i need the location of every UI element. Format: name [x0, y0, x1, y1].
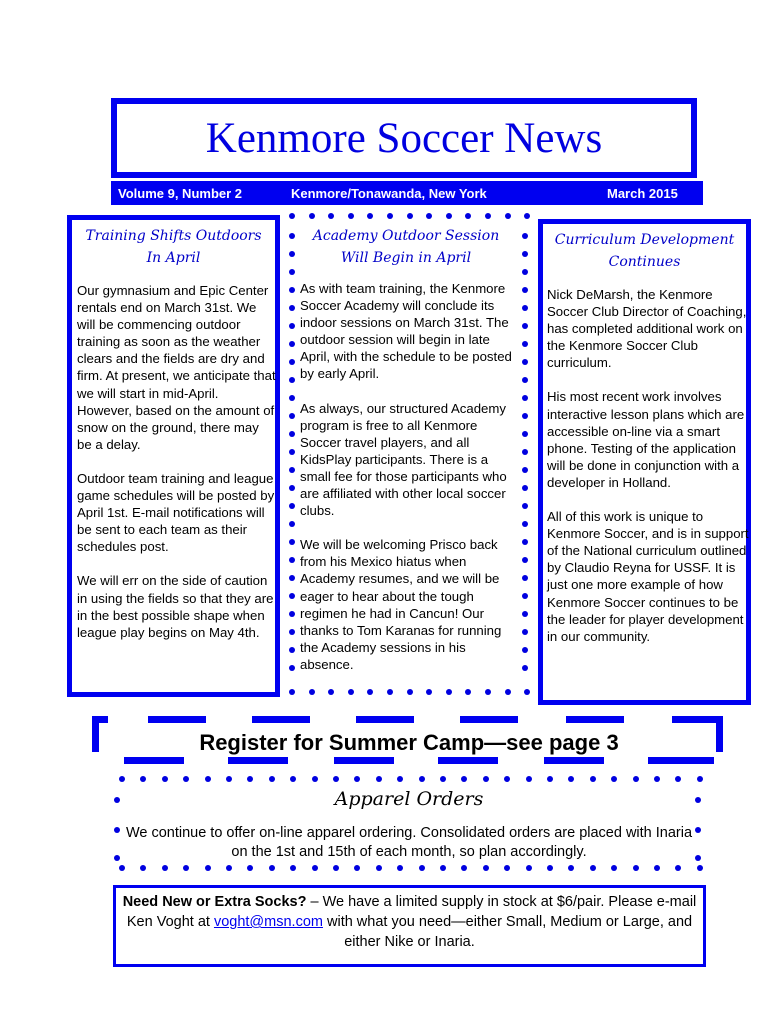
border-dot — [611, 865, 617, 871]
border-dot — [333, 865, 339, 871]
border-dot — [397, 865, 403, 871]
border-dot — [568, 776, 574, 782]
article-title: Curriculum Development Continues — [554, 232, 735, 270]
border-dot — [290, 776, 296, 782]
border-dot — [504, 776, 510, 782]
border-dot — [526, 776, 532, 782]
border-dot — [633, 776, 639, 782]
apparel-text: We continue to offer on-line apparel ordering. Consolidated orders are placed with Inaria on the 1st and 15th of each month, so plan accordingly. — [125, 825, 693, 860]
border-dot — [354, 865, 360, 871]
border-dot — [354, 776, 360, 782]
border-dot — [226, 865, 232, 871]
border-dot — [140, 776, 146, 782]
border-dot — [205, 865, 211, 871]
border-dot — [162, 865, 168, 871]
border-dot — [675, 776, 681, 782]
border-dot — [675, 865, 681, 871]
register-headline: Register for Summer Camp—see page 3 — [199, 730, 619, 755]
border-dot — [312, 865, 318, 871]
border-dot — [504, 865, 510, 871]
border-dot — [547, 865, 553, 871]
border-dot — [697, 776, 703, 782]
border-dot — [247, 865, 253, 871]
border-dot — [440, 865, 446, 871]
border-dot — [697, 865, 703, 871]
apparel-title: Apparel Orders — [334, 788, 484, 810]
border-dot — [290, 865, 296, 871]
article-body: Our gymnasium and Epic Center rentals end on March 31st. We will be commencing outdoor training as soon as the weather clears and the fields are dry and firm. At present, we anticipate that we will start in mid-April. However, based on the amount of snow on the ground, there may be a delay. Outdoor team training and league game schedules will be posted by April 1st. E-mail notifications will be sent to each team as their schedules post. We will err on the side of caution in using the fields so that they are in the best possible shape when league play begins on May 4th. — [77, 283, 276, 640]
article-body: Nick DeMarsh, the Kenmore Soccer Club Director of Coaching, has completed additional work on the Kenmore Soccer Club curriculum. His most recent work involves interactive lesson plans which are accessible on-line via a smart phone. Testing of the application will be done in conjunction with a developer in Holland. All of this work is unique to Kenmore Soccer, and is in support of the National curriculum outlined by Claudio Reyna for USSF. It is just one more example of how Kenmore Soccer continues to be the leader for player development in our community. — [547, 287, 749, 644]
border-dot — [654, 776, 660, 782]
border-dot — [547, 776, 553, 782]
border-dot — [183, 865, 189, 871]
issue-date: March 2015 — [607, 186, 678, 201]
border-dot — [568, 865, 574, 871]
border-dot — [419, 776, 425, 782]
border-dot — [611, 776, 617, 782]
volume-number: Volume 9, Number 2 — [118, 186, 243, 201]
socks-lead: Need New or Extra Socks? — [122, 894, 307, 910]
socks-text: – We have a limited supply in stock at $6/pair. Please e-mail Ken Voght at — [126, 894, 697, 930]
socks-notice — [113, 885, 706, 967]
border-dot — [633, 865, 639, 871]
border-dot — [162, 776, 168, 782]
location: Kenmore/Tonawanda, New York — [291, 186, 487, 201]
border-dot — [119, 776, 125, 782]
newsletter-title: Kenmore Soccer News — [205, 114, 603, 162]
email-link[interactable]: voght@msn.com — [213, 914, 323, 930]
border-dot — [312, 776, 318, 782]
article-academy-body: As with team training, the Kenmore Soccer Academy will conclude its indoor sessions on March 31st. The outdoor session will begin in late April, with the schedule to be posted by early April. As always, our structured Academy program is free to all Kenmore Soccer travel players, and all KidsPlay participants. There is a small fee for those participants who are affiliated with other local soccer clubs. We will be welcoming Prisco back from his Mexico hiatus when Academy resumes, and we will be eager to hear about the tough regimen he had in Cancun! Our thanks to Tom Karanas for running the Academy sessions in his absence. — [300, 281, 512, 672]
border-dot — [654, 865, 660, 871]
border-dot — [140, 865, 146, 871]
border-dot — [526, 865, 532, 871]
border-dot — [419, 865, 425, 871]
border-dot — [376, 865, 382, 871]
border-dot — [226, 776, 232, 782]
border-dot — [590, 865, 596, 871]
border-dot — [483, 865, 489, 871]
article-title: Training Shifts Outdoors In April — [85, 228, 262, 266]
border-dot — [440, 776, 446, 782]
border-dot — [590, 776, 596, 782]
border-dot — [205, 776, 211, 782]
border-dot — [397, 776, 403, 782]
border-dot — [376, 776, 382, 782]
article-title: Academy Outdoor Session Will Begin in April — [312, 228, 500, 266]
socks-text-end: with what you need—either Small, Medium or Large, and either Nike or Inaria. — [322, 914, 693, 950]
border-dot — [269, 776, 275, 782]
border-dot — [269, 865, 275, 871]
border-dot — [247, 776, 253, 782]
border-dot — [119, 865, 125, 871]
border-dot — [183, 776, 189, 782]
border-dot — [333, 776, 339, 782]
border-dot — [483, 776, 489, 782]
border-dot — [461, 776, 467, 782]
border-dot — [461, 865, 467, 871]
